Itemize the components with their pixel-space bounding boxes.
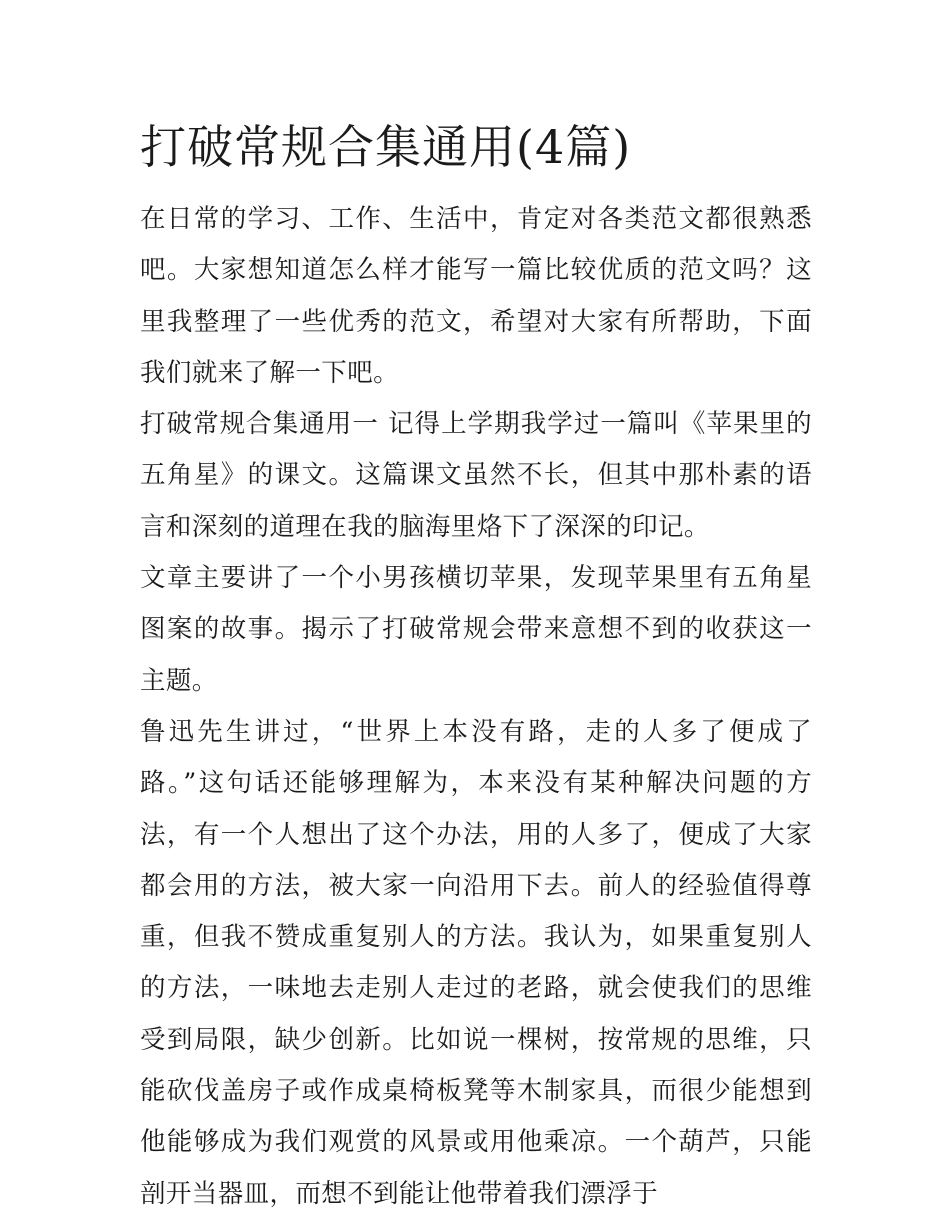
document-body [140,194,812,1220]
document-page [140,112,812,1220]
paragraph-summary: 文章主要讲了一个小男孩横切苹果，发现苹果里有五角星图案的故事。揭示了打破常规会带来意想不到的收获这一主题。 [140,563,812,696]
paragraph-argument: 鲁迅先生讲过，“世界上本没有路，走的人多了便成了路。”这句话还能够理解为，本来没有某种解决问题的方法，有一个人想出了这个办法，用的人多了，便成了大家都会用的方法，被大家一向沿用下去。前人的经验值得尊重，但我不赞成重复别人的方法。我认为，如果重复别人的方法，一味地去走别人走过的老路，就会使我们的思维受到局限，缺少创新。比如说一棵树，按常规的思维，只能砍伐盖房子或作成桌椅板凳等木制家具，而很少能想到他能够成为我们观赏的风景或用他乘凉。一个葫芦，只能剖开当器皿，而想不到能让他带着我们漂浮于 [140,716,812,1209]
page-title: 打破常规合集通用(4篇) [140,120,632,174]
paragraph-essay-opening: 打破常规合集通用一 记得上学期我学过一篇叫《苹果里的五角星》的课文。这篇课文虽然不长，但其中那朴素的语言和深刻的道理在我的脑海里烙下了深深的印记。 [140,409,812,542]
paragraph-intro: 在日常的学习、工作、生活中，肯定对各类范文都很熟悉吧。大家想知道怎么样才能写一篇比较优质的范文吗？这里我整理了一些优秀的范文，希望对大家有所帮助，下面我们就来了解一下吧。 [140,204,812,388]
